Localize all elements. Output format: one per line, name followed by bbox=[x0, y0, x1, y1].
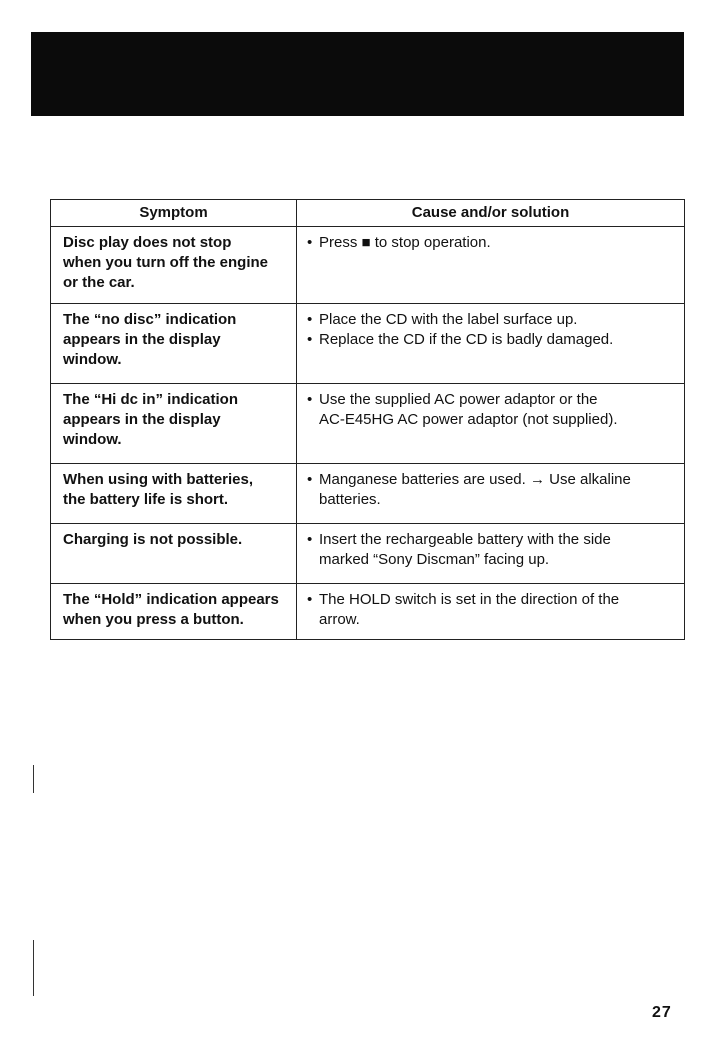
symptom-cell bbox=[51, 464, 297, 524]
cause-item bbox=[307, 530, 676, 570]
cause-line bbox=[307, 470, 676, 490]
cause-cell bbox=[297, 227, 685, 304]
cause-text: marked “Sony Discman” facing up. bbox=[319, 551, 550, 568]
symptom-text-line: When using with batteries, bbox=[63, 471, 254, 488]
cause-line bbox=[307, 330, 676, 350]
cause-cell bbox=[297, 384, 685, 464]
cause-item bbox=[307, 590, 676, 630]
cause-item bbox=[307, 233, 676, 253]
troubleshooting-table bbox=[50, 199, 685, 640]
margin-mark bbox=[33, 765, 34, 793]
cause-item bbox=[307, 470, 676, 510]
cause-cell bbox=[297, 524, 685, 584]
cause-line bbox=[307, 590, 676, 610]
symptom-text-line: The “no disc” indication bbox=[63, 311, 237, 328]
symptom-cell bbox=[51, 227, 297, 304]
table-row bbox=[51, 464, 685, 524]
cause-text: Place the CD with the label surface up. bbox=[319, 311, 578, 328]
table-row bbox=[51, 384, 685, 464]
symptom-text-line: appears in the display bbox=[63, 411, 221, 428]
cause-line bbox=[307, 490, 676, 510]
cause-line bbox=[307, 310, 676, 330]
bullet-icon: • bbox=[307, 391, 313, 408]
symptom-text-line: The “Hold” indication appears bbox=[63, 591, 279, 608]
cause-text: Use the supplied AC power adaptor or the bbox=[319, 391, 598, 408]
symptom-cell bbox=[51, 524, 297, 584]
table-header-row bbox=[51, 200, 685, 227]
cause-column-header: Cause and/or solution bbox=[297, 200, 685, 227]
cause-text: AC-E45HG AC power adaptor (not supplied). bbox=[319, 411, 618, 428]
cause-text: Insert the rechargeable battery with the side bbox=[319, 531, 611, 548]
symptom-text-line: appears in the display bbox=[63, 331, 221, 348]
bullet-icon: • bbox=[307, 234, 313, 251]
cause-item bbox=[307, 390, 676, 430]
table-row bbox=[51, 227, 685, 304]
cause-text: Replace the CD if the CD is badly damaged. bbox=[319, 331, 614, 348]
symptom-column-header: Symptom bbox=[51, 200, 297, 227]
cause-text: arrow. bbox=[319, 611, 360, 628]
bullet-icon: • bbox=[307, 471, 313, 488]
symptom-text-line: the battery life is short. bbox=[63, 491, 229, 508]
cause-line bbox=[307, 233, 676, 253]
bullet-icon: • bbox=[307, 311, 313, 328]
cause-text: The HOLD switch is set in the direction of the bbox=[319, 591, 620, 608]
symptom-cell bbox=[51, 304, 297, 384]
table-row bbox=[51, 584, 685, 640]
cause-line bbox=[307, 390, 676, 410]
cause-item bbox=[307, 330, 676, 350]
cause-text: batteries. bbox=[319, 491, 381, 508]
table-row bbox=[51, 524, 685, 584]
cause-line bbox=[307, 530, 676, 550]
symptom-text-line: window. bbox=[63, 351, 122, 368]
header-bar bbox=[31, 32, 684, 116]
margin-mark bbox=[33, 940, 34, 996]
cause-cell bbox=[297, 304, 685, 384]
cause-cell bbox=[297, 464, 685, 524]
cause-text: Manganese batteries are used. → Use alkaline bbox=[319, 471, 631, 488]
cause-line bbox=[307, 610, 676, 630]
bullet-icon: • bbox=[307, 531, 313, 548]
bullet-icon: • bbox=[307, 331, 313, 348]
cause-item bbox=[307, 310, 676, 330]
page-number: 27 bbox=[652, 1004, 672, 1021]
symptom-text-line: The “Hi dc in” indication bbox=[63, 391, 239, 408]
symptom-text-line: Disc play does not stop bbox=[63, 234, 232, 251]
cause-text: Press ■ to stop operation. bbox=[319, 234, 491, 251]
symptom-cell bbox=[51, 384, 297, 464]
symptom-text-line: when you press a button. bbox=[63, 611, 244, 628]
symptom-text-line: Charging is not possible. bbox=[63, 531, 243, 548]
table-row bbox=[51, 304, 685, 384]
cause-cell bbox=[297, 584, 685, 640]
cause-line bbox=[307, 410, 676, 430]
symptom-text-line: or the car. bbox=[63, 274, 135, 291]
symptom-text-line: when you turn off the engine bbox=[63, 254, 268, 271]
cause-line bbox=[307, 550, 676, 570]
symptom-text-line: window. bbox=[63, 431, 122, 448]
bullet-icon: • bbox=[307, 591, 313, 608]
symptom-cell bbox=[51, 584, 297, 640]
